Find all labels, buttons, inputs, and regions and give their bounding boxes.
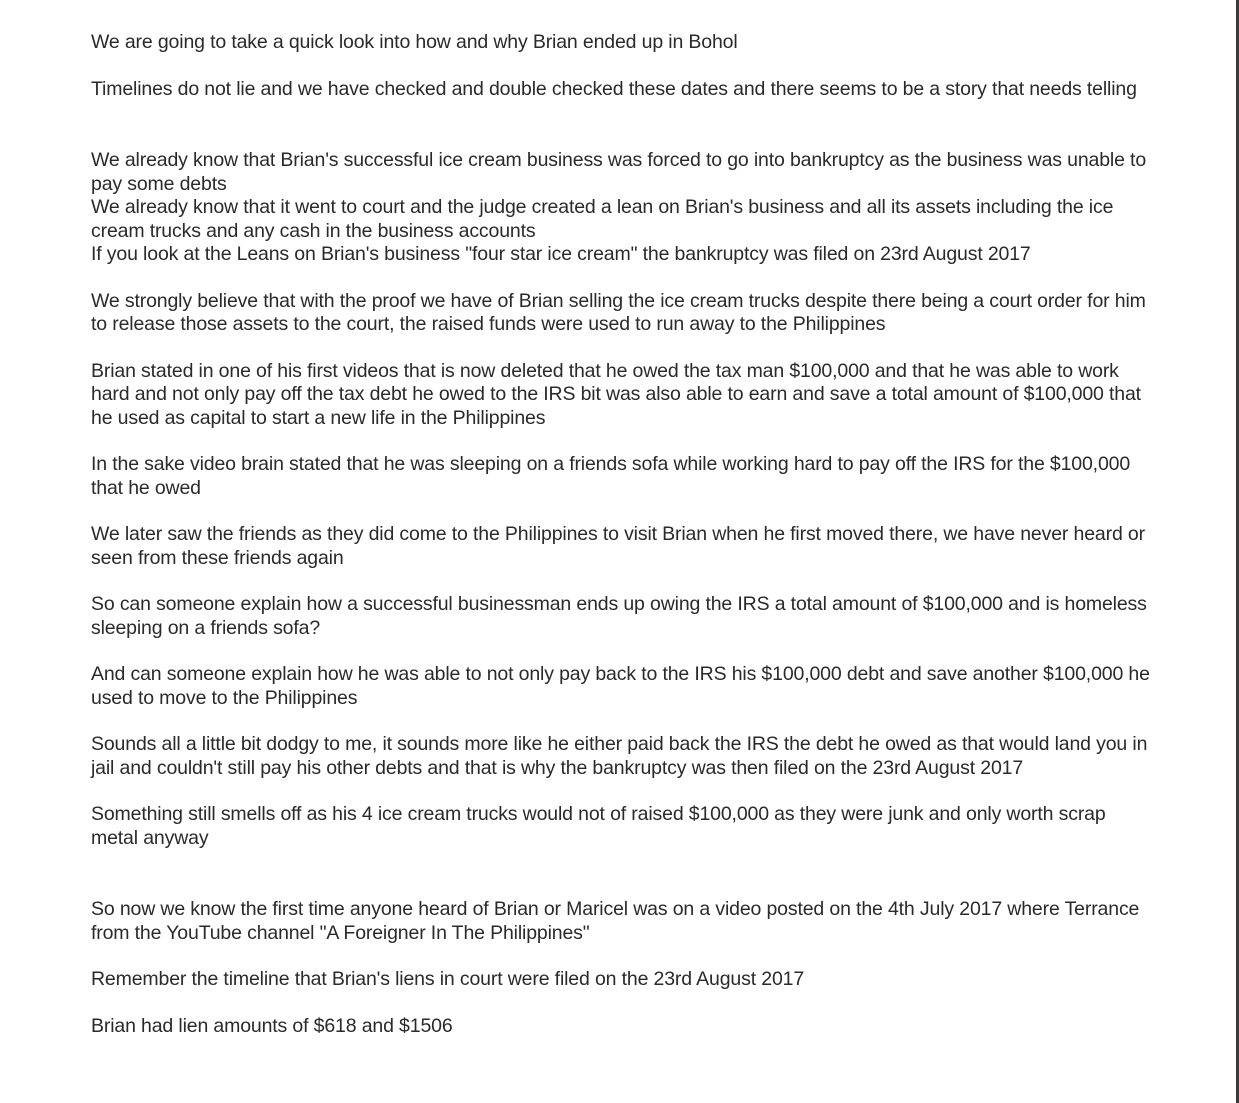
paragraph-sofa: In the sake video brain stated that he was sleeping on a friends sofa while working hard to pay off the IRS for the $100,000 that he owed bbox=[91, 453, 1131, 499]
paragraph-timeline-liens: Remember the timeline that Brian's liens in court were filed on the 23rd August 2017 bbox=[91, 968, 805, 990]
paragraph-explain-payback: And can someone explain how he was able to not only pay back to the IRS his $100,000 debt and save another $100,000 he used to move to the Philippines bbox=[91, 663, 1150, 709]
paragraph-trucks: Something still smells off as his 4 ice cream trucks would not of raised $100,000 as they were junk and only worth scrap metal anyway bbox=[91, 803, 1106, 849]
paragraph-intro: We are going to take a quick look into how and why Brian ended up in Bohol bbox=[91, 31, 738, 53]
paragraph-first-video: So now we know the first time anyone heard of Brian or Maricel was on a video posted on the 4th July 2017 where Terrance from the YouTube channel "A Foreigner In The Philippines" bbox=[91, 898, 1140, 944]
paragraph-lien-amounts: Brian had lien amounts of $618 and $1506 bbox=[91, 1014, 453, 1037]
paragraph-dodgy: Sounds all a little bit dodgy to me, it sounds more like he either paid back the IRS the debt he owed as that would land you in jail and couldn't still pay his other debts and that is why the bankruptcy was then filed on the 23rd August 2017 bbox=[91, 733, 1148, 779]
document-body bbox=[91, 31, 1151, 1038]
paragraph-proof: We strongly believe that with the proof we have of Brian selling the ice cream trucks despite there being a court order for him to release those assets to the court, the raised funds were used to run away to the Philippines bbox=[91, 289, 1146, 335]
paragraph-bankruptcy: We already know that Brian's successful ice cream business was forced to go into bankruptcy as the business was unable to pay some debts bbox=[91, 149, 1147, 195]
paragraph-court-lean: We already know that it went to court and the judge created a lean on Brian's business and all its assets including the ice cream trucks and any cash in the business accounts bbox=[91, 196, 1114, 242]
paragraph-friends: We later saw the friends as they did come to the Philippines to visit Brian when he first moved there, we have never heard or seen from these friends again bbox=[91, 523, 1145, 569]
paragraph-tax-man: Brian stated in one of his first videos that is now deleted that he owed the tax man $100,000 and that he was able to work hard and not only pay off the tax debt he owed to the IRS bit was also able to earn and save a total amount of $100,000 that he used as capital to start a new life in the Philippines bbox=[91, 359, 1141, 429]
paragraph-explain-owing: So can someone explain how a successful businessman ends up owing the IRS a total amount of $100,000 and is homeless sleeping on a friends sofa? bbox=[91, 593, 1147, 639]
paragraph-leans-filed: If you look at the Leans on Brian's business "four star ice cream" the bankruptcy was filed on 23rd August 2017 bbox=[91, 243, 1031, 265]
paragraph-timelines: Timelines do not lie and we have checked and double checked these dates and there seems to be a story that needs telling bbox=[91, 77, 1137, 100]
